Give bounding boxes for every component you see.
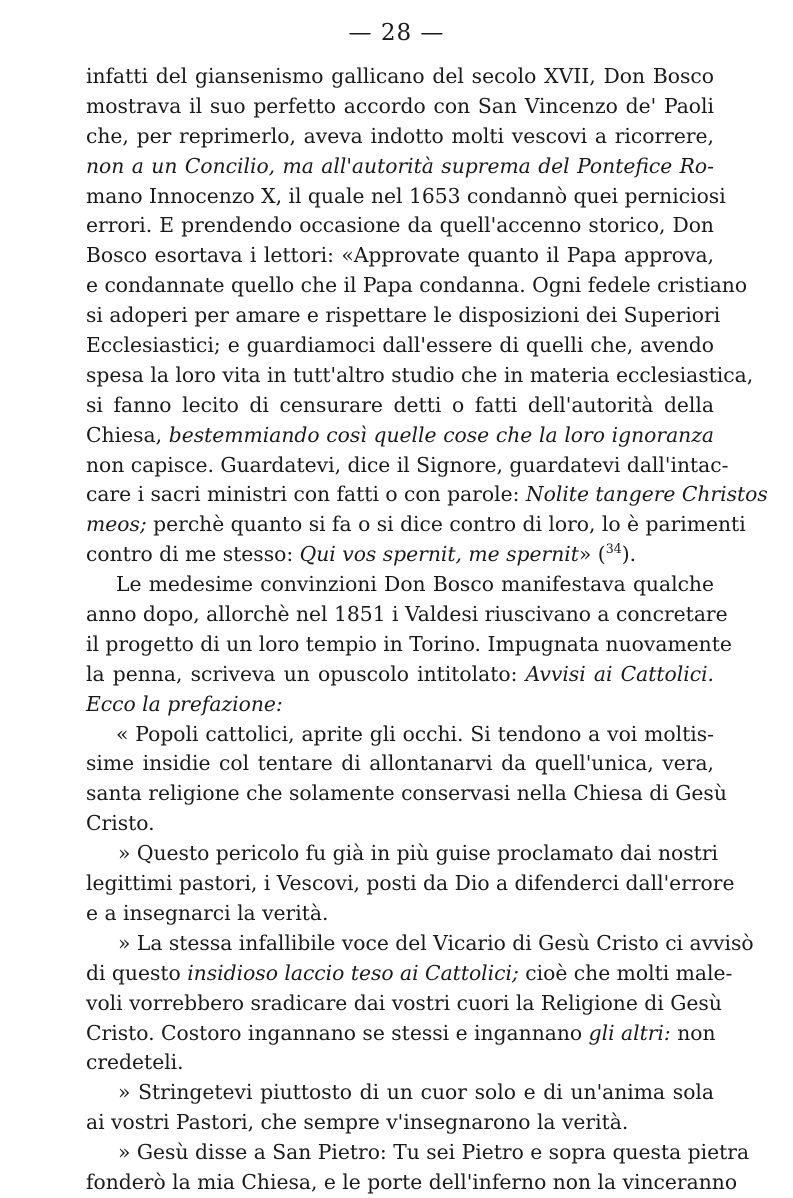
text-line: Ecclesiastici; e guardiamoci dall'essere di quelli che, avendo xyxy=(86,333,714,358)
page-number: — 28 — xyxy=(348,20,445,46)
text-line: » Stringetevi piuttosto di un cuor solo e di un'anima sola xyxy=(118,1080,714,1105)
text-span: di questo xyxy=(86,960,188,985)
text-line xyxy=(86,690,714,720)
italic-span: non a un Concilio, ma all'autorità suprema del Pontefice Ro- xyxy=(86,153,714,178)
text-span: care i sacri ministri con fatti o con parole: xyxy=(86,482,526,507)
text-line xyxy=(86,480,768,510)
text-line: ai vostri Pastori, che sempre v'insegnarono la verità. xyxy=(86,1110,629,1135)
text-line: » Questo pericolo fu già in più guise proclamato dai nostri xyxy=(118,841,719,866)
italic-span: meos; xyxy=(86,512,147,537)
text-line: spesa la loro vita in tutt'altro studio che in materia ecclesiastica, xyxy=(86,362,754,387)
italic-span: Avvisi ai Cattolici. xyxy=(525,661,715,686)
body-text xyxy=(86,62,768,1198)
text-line: mostrava il suo perfetto accordo con San Vincenzo de' Paoli xyxy=(86,93,714,118)
text-line: sime insidie col tentare di allontanarvi da quell'unica, vera, xyxy=(86,751,714,776)
text-line: si adoperi per amare e rispettare le disposizioni dei Superiori xyxy=(86,303,721,328)
text-line xyxy=(86,959,733,989)
text-line xyxy=(86,660,714,690)
text-span: contro di me stesso: xyxy=(86,542,300,567)
text-line: credeteli. xyxy=(86,1050,184,1075)
text-line: errori. E prendendo occasione da quell'accenno storico, Don xyxy=(86,213,714,238)
text-span: non xyxy=(670,1020,716,1045)
text-line: il progetto di un loro tempio in Torino. Impugnata nuovamente xyxy=(86,631,732,656)
text-line xyxy=(86,152,714,182)
text-line xyxy=(86,1019,714,1049)
italic-span: Ecco la prefazione: xyxy=(86,691,283,716)
text-line: » La stessa infallibile voce del Vicario di Gesù Cristo ci avvisò xyxy=(118,930,754,955)
text-line: » Gesù disse a San Pietro: Tu sei Pietro e sopra questa pietra xyxy=(118,1140,750,1165)
text-span: ). xyxy=(621,542,637,567)
text-line: mano Innocenzo X, il quale nel 1653 condannò quei perniciosi xyxy=(86,183,726,208)
footnote-ref: 34 xyxy=(605,541,622,557)
text-line: anno dopo, allorchè nel 1851 i Valdesi riuscivano a concretare xyxy=(86,602,728,627)
text-line: legittimi pastori, i Vescovi, posti da Dio a difenderci dall'errore xyxy=(86,871,735,896)
text-line xyxy=(86,540,714,570)
text-line: non capisce. Guardatevi, dice il Signore, guardatevi dall'intac- xyxy=(86,452,729,477)
italic-span: gli altri: xyxy=(588,1020,671,1045)
italic-span: insidioso laccio teso ai Cattolici; xyxy=(187,960,519,985)
text-span: Chiesa, xyxy=(86,422,169,447)
text-line: che, per reprimerlo, aveva indotto molti vescovi a ricorrere, xyxy=(86,123,714,148)
text-span: » ( xyxy=(578,542,606,567)
italic-span: Nolite tangere Christos xyxy=(525,482,768,507)
text-line: e condannate quello che il Papa condanna. Ogni fedele cristiano xyxy=(86,273,748,298)
text-line: Bosco esortava i lettori: «Approvate quanto il Papa approva, xyxy=(86,243,714,268)
text-line: voli vorrebbero sradicare dai vostri cuori la Religione di Gesù xyxy=(86,990,722,1015)
text-span: Cristo. Costoro ingannano se stessi e ingannano xyxy=(86,1020,589,1045)
text-line: santa religione che solamente conservasi nella Chiesa di Gesù xyxy=(86,781,727,806)
text-line xyxy=(86,421,714,451)
text-line: fonderò la mia Chiesa, e le porte dell'inferno non la vinceranno xyxy=(86,1169,738,1194)
text-span: la penna, scriveva un opuscolo intitolato: xyxy=(86,661,526,686)
text-line: Le medesime convinzioni Don Bosco manifestava qualche xyxy=(116,572,714,597)
text-line: Cristo. xyxy=(86,811,155,836)
text-line: « Popoli cattolici, aprite gli occhi. Si tendono a voi moltis- xyxy=(116,721,714,746)
text-line xyxy=(86,510,746,540)
text-span: perchè quanto si fa o si dice contro di loro, lo è parimenti xyxy=(146,512,746,537)
italic-span: Qui vos spernit, me spernit xyxy=(299,542,579,567)
italic-span: bestemmiando così quelle cose che la loro ignoranza xyxy=(168,422,714,447)
text-line: infatti del giansenismo gallicano del secolo XVII, Don Bosco xyxy=(86,64,714,88)
text-line: e a insegnarci la verità. xyxy=(86,900,329,925)
text-line: si fanno lecito di censurare detti o fatti dell'autorità della xyxy=(86,392,714,417)
text-span: cioè che molti male- xyxy=(518,960,733,985)
